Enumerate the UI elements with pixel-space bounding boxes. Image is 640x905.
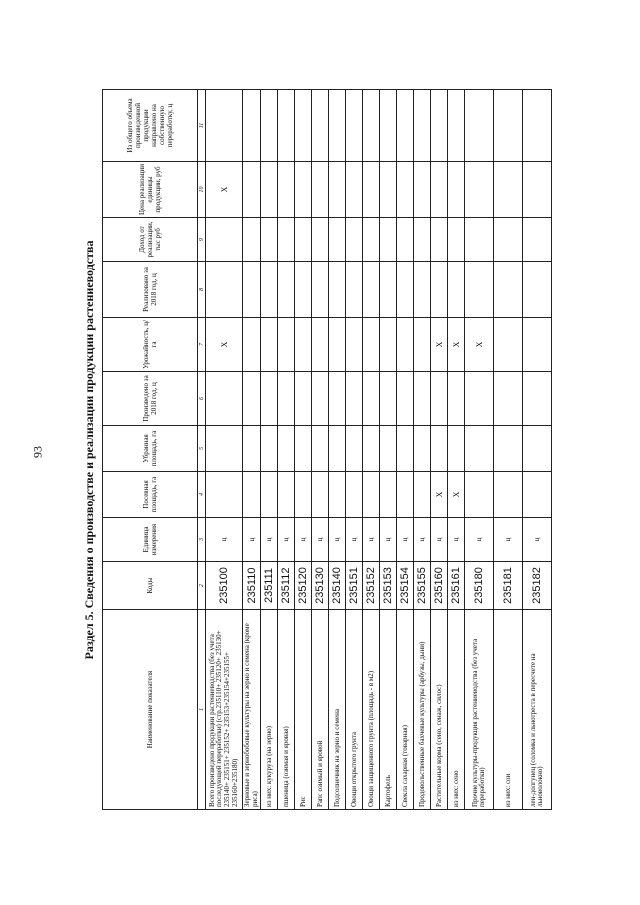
- data-cell[interactable]: [380, 90, 397, 162]
- table-row: [363, 90, 380, 810]
- data-cell[interactable]: [346, 318, 363, 372]
- data-cell[interactable]: [494, 318, 523, 372]
- table-row: [295, 90, 312, 810]
- data-cell[interactable]: [414, 372, 431, 426]
- data-cell[interactable]: [346, 90, 363, 162]
- column-header: Реализовано за 2018 год, ц: [103, 262, 198, 318]
- data-cell[interactable]: [243, 90, 261, 162]
- data-cell[interactable]: [448, 262, 465, 318]
- data-cell[interactable]: [278, 372, 295, 426]
- data-cell[interactable]: [295, 472, 312, 518]
- data-cell[interactable]: [363, 472, 380, 518]
- row-name: Овощи защищенного грунта (площадь - в м2): [363, 610, 380, 810]
- table-row: [523, 90, 552, 810]
- row-code: 235160: [431, 562, 448, 610]
- data-cell[interactable]: [465, 426, 494, 472]
- row-name: Рис: [295, 610, 312, 810]
- table-row: [346, 90, 363, 810]
- data-cell[interactable]: [312, 90, 329, 162]
- data-cell[interactable]: [414, 218, 431, 262]
- row-unit: ц: [414, 518, 431, 562]
- column-number: 3: [198, 518, 206, 562]
- data-cell[interactable]: [494, 262, 523, 318]
- row-unit: ц: [295, 518, 312, 562]
- data-cell[interactable]: [295, 218, 312, 262]
- data-cell[interactable]: [206, 426, 243, 472]
- row-name: пшеница (озимая и яровая): [278, 610, 295, 810]
- table-row: [261, 90, 278, 810]
- data-cell[interactable]: [397, 472, 414, 518]
- row-name: из них: сои: [494, 610, 523, 810]
- table-row: [380, 90, 397, 810]
- data-cell[interactable]: [431, 218, 448, 262]
- data-cell[interactable]: [363, 90, 380, 162]
- data-cell[interactable]: [380, 472, 397, 518]
- table-row: [206, 90, 243, 810]
- column-number: 2: [198, 562, 206, 610]
- data-cell[interactable]: [494, 218, 523, 262]
- data-cell[interactable]: [206, 218, 243, 262]
- data-cell[interactable]: [397, 426, 414, 472]
- data-cell[interactable]: [523, 472, 552, 518]
- row-unit: ц: [431, 518, 448, 562]
- table-row: [431, 90, 448, 810]
- row-name: Зерновые и зернобобовые культуры на зерно и семена (кроме риса): [243, 610, 261, 810]
- row-name: Картофель: [380, 610, 397, 810]
- column-number: 6: [198, 372, 206, 426]
- column-number: 1: [198, 610, 206, 810]
- column-header: Убранная площадь, га: [103, 426, 198, 472]
- table-row: [448, 90, 465, 810]
- data-cell[interactable]: [206, 372, 243, 426]
- data-cell[interactable]: [414, 90, 431, 162]
- row-code: 235181: [494, 562, 523, 610]
- data-cell[interactable]: [295, 262, 312, 318]
- data-cell[interactable]: [243, 472, 261, 518]
- column-number: 4: [198, 472, 206, 518]
- row-code: 235112: [278, 562, 295, 610]
- data-cell[interactable]: [312, 472, 329, 518]
- data-cell[interactable]: [243, 426, 261, 472]
- data-cell[interactable]: [465, 90, 494, 162]
- data-cell[interactable]: [312, 318, 329, 372]
- column-number: 7: [198, 318, 206, 372]
- data-cell[interactable]: [523, 372, 552, 426]
- data-cell[interactable]: [278, 162, 295, 218]
- data-cell[interactable]: [523, 162, 552, 218]
- data-cell[interactable]: [312, 426, 329, 472]
- data-cell[interactable]: [261, 318, 278, 372]
- row-unit: ц: [278, 518, 295, 562]
- table-row: [494, 90, 523, 810]
- row-unit: ц: [206, 518, 243, 562]
- row-name: Рапс озимый и яровой: [312, 610, 329, 810]
- data-cell[interactable]: [346, 262, 363, 318]
- data-cell[interactable]: [414, 262, 431, 318]
- data-cell[interactable]: [346, 218, 363, 262]
- data-cell[interactable]: [278, 318, 295, 372]
- rotated-sheet: [60, 90, 600, 810]
- data-cell[interactable]: X: [206, 162, 243, 218]
- data-cell[interactable]: [278, 218, 295, 262]
- data-cell[interactable]: X: [431, 318, 448, 372]
- data-cell[interactable]: [261, 218, 278, 262]
- data-cell[interactable]: [431, 90, 448, 162]
- data-cell[interactable]: [295, 162, 312, 218]
- data-cell[interactable]: [329, 318, 346, 372]
- data-cell[interactable]: [329, 472, 346, 518]
- data-cell[interactable]: [346, 372, 363, 426]
- data-cell[interactable]: [243, 262, 261, 318]
- column-number: 9: [198, 218, 206, 262]
- column-number-row: [198, 90, 206, 810]
- data-cell[interactable]: [465, 162, 494, 218]
- data-cell[interactable]: [397, 262, 414, 318]
- row-name: Продовольственные бахчевые культуры (арбузы, дыни): [414, 610, 431, 810]
- data-cell[interactable]: [397, 90, 414, 162]
- data-cell[interactable]: X: [206, 318, 243, 372]
- data-cell[interactable]: [206, 262, 243, 318]
- row-unit: ц: [397, 518, 414, 562]
- row-name: Свекла сахарная (товарная): [397, 610, 414, 810]
- data-cell[interactable]: [261, 262, 278, 318]
- data-cell[interactable]: [448, 90, 465, 162]
- data-cell[interactable]: [397, 318, 414, 372]
- data-cell[interactable]: [329, 372, 346, 426]
- row-name: из них: кукуруза (на зерно): [261, 610, 278, 810]
- column-number: 8: [198, 262, 206, 318]
- data-cell[interactable]: X: [465, 318, 494, 372]
- row-code: 235154: [397, 562, 414, 610]
- row-code: 235152: [363, 562, 380, 610]
- row-unit: ц: [380, 518, 397, 562]
- data-cell[interactable]: [346, 472, 363, 518]
- data-cell[interactable]: [261, 426, 278, 472]
- data-cell[interactable]: [397, 372, 414, 426]
- data-cell[interactable]: [431, 426, 448, 472]
- table-row: [312, 90, 329, 810]
- data-cell[interactable]: [346, 162, 363, 218]
- column-number: 11: [198, 90, 206, 162]
- row-name: из них: сено: [448, 610, 465, 810]
- row-unit: ц: [329, 518, 346, 562]
- column-header: Посевная площадь, га: [103, 472, 198, 518]
- data-cell[interactable]: [494, 90, 523, 162]
- row-code: 235161: [448, 562, 465, 610]
- row-code: 235100: [206, 562, 243, 610]
- data-cell[interactable]: [523, 90, 552, 162]
- data-cell[interactable]: [380, 426, 397, 472]
- data-cell[interactable]: [397, 218, 414, 262]
- column-header: Из общего объема произведенной продукции направлено на собственную переработку, ц: [103, 90, 198, 162]
- row-code: 235130: [312, 562, 329, 610]
- data-cell[interactable]: [363, 262, 380, 318]
- data-cell[interactable]: [494, 426, 523, 472]
- data-cell[interactable]: [363, 372, 380, 426]
- data-cell[interactable]: [243, 218, 261, 262]
- data-cell[interactable]: [329, 218, 346, 262]
- row-unit: ц: [448, 518, 465, 562]
- data-cell[interactable]: [414, 318, 431, 372]
- header-row: [103, 90, 198, 810]
- data-cell[interactable]: [380, 262, 397, 318]
- data-cell[interactable]: [414, 472, 431, 518]
- data-cell[interactable]: [243, 372, 261, 426]
- row-name: Всего произведено продукции растениеводства (без учета последующей переработки) (стр.235110+ 235120+ 235130+ 235140+ 235151+ 235152+ 235153+235154+235155+ 235160+235180): [206, 610, 243, 810]
- data-cell[interactable]: [261, 472, 278, 518]
- data-cell[interactable]: [431, 262, 448, 318]
- data-cell[interactable]: [397, 162, 414, 218]
- data-cell[interactable]: [278, 472, 295, 518]
- data-cell[interactable]: [243, 162, 261, 218]
- data-cell[interactable]: [380, 372, 397, 426]
- table-body: [206, 90, 552, 810]
- data-cell[interactable]: [295, 318, 312, 372]
- table-row: [243, 90, 261, 810]
- data-cell[interactable]: [278, 262, 295, 318]
- column-header: Цена реализации единицы продукции, руб: [103, 162, 198, 218]
- data-cell[interactable]: [363, 162, 380, 218]
- data-cell[interactable]: [448, 426, 465, 472]
- production-table: [102, 89, 552, 810]
- row-code: 235140: [329, 562, 346, 610]
- row-name: лен-долгунец (соломка и льнотреста в пересчете на льноволокно): [523, 610, 552, 810]
- row-unit: ц: [312, 518, 329, 562]
- column-header: Наименование показателя: [103, 610, 198, 810]
- data-cell[interactable]: [523, 218, 552, 262]
- data-cell[interactable]: [380, 218, 397, 262]
- data-cell[interactable]: [312, 218, 329, 262]
- data-cell[interactable]: [494, 472, 523, 518]
- data-cell[interactable]: [380, 162, 397, 218]
- column-header: Доход от реализации, тыс руб: [103, 218, 198, 262]
- table-row: [329, 90, 346, 810]
- data-cell[interactable]: [494, 372, 523, 426]
- data-cell[interactable]: [278, 90, 295, 162]
- data-cell[interactable]: [431, 162, 448, 218]
- data-cell[interactable]: [414, 426, 431, 472]
- data-cell[interactable]: [523, 318, 552, 372]
- table-row: [465, 90, 494, 810]
- row-name: Растительные корма (сено, сенаж, силос): [431, 610, 448, 810]
- column-header: Урожайность, ц/га: [103, 318, 198, 372]
- table-row: [414, 90, 431, 810]
- data-cell[interactable]: [206, 90, 243, 162]
- data-cell[interactable]: [346, 426, 363, 472]
- row-code: 235120: [295, 562, 312, 610]
- data-cell[interactable]: [312, 162, 329, 218]
- data-cell[interactable]: [312, 372, 329, 426]
- column-header: Единица измерения: [103, 518, 198, 562]
- data-cell[interactable]: [261, 372, 278, 426]
- row-unit: ц: [465, 518, 494, 562]
- data-cell[interactable]: [448, 372, 465, 426]
- column-number: 10: [198, 162, 206, 218]
- data-cell[interactable]: [261, 162, 278, 218]
- data-cell[interactable]: [363, 218, 380, 262]
- data-cell[interactable]: [431, 372, 448, 426]
- table-row: [397, 90, 414, 810]
- data-cell[interactable]: [329, 162, 346, 218]
- data-cell[interactable]: [494, 162, 523, 218]
- row-unit: ц: [523, 518, 552, 562]
- column-header: Произведено за 2018 год, ц: [103, 372, 198, 426]
- data-cell[interactable]: [523, 262, 552, 318]
- row-code: 235153: [380, 562, 397, 610]
- data-cell[interactable]: X: [448, 318, 465, 372]
- data-cell[interactable]: [278, 426, 295, 472]
- data-cell[interactable]: [261, 90, 278, 162]
- data-cell[interactable]: [312, 262, 329, 318]
- row-unit: ц: [363, 518, 380, 562]
- row-code: 235111: [261, 562, 278, 610]
- data-cell[interactable]: [380, 318, 397, 372]
- row-unit: ц: [261, 518, 278, 562]
- page-number: 93: [30, 446, 45, 458]
- data-cell[interactable]: [295, 426, 312, 472]
- data-cell[interactable]: [465, 218, 494, 262]
- data-cell[interactable]: [295, 372, 312, 426]
- data-cell[interactable]: [465, 472, 494, 518]
- column-header: Коды: [103, 562, 198, 610]
- data-cell[interactable]: [448, 162, 465, 218]
- row-name: Подсолнечник на зерно и семена: [329, 610, 346, 810]
- data-cell[interactable]: [465, 262, 494, 318]
- data-cell[interactable]: [414, 162, 431, 218]
- row-name: Прочие культуры-продукция растениеводства (без учета переработки): [465, 610, 494, 810]
- data-cell[interactable]: [363, 318, 380, 372]
- data-cell[interactable]: [448, 218, 465, 262]
- data-cell[interactable]: [243, 318, 261, 372]
- row-name: Овощи открытого грунта: [346, 610, 363, 810]
- data-cell[interactable]: [329, 426, 346, 472]
- data-cell[interactable]: [206, 472, 243, 518]
- column-number: 5: [198, 426, 206, 472]
- row-unit: ц: [346, 518, 363, 562]
- section-title: Раздел 5. Сведения о производстве и реализации продукции растениеводства: [82, 240, 96, 660]
- data-cell[interactable]: [295, 90, 312, 162]
- row-code: 235155: [414, 562, 431, 610]
- data-cell[interactable]: X: [431, 472, 448, 518]
- data-cell[interactable]: [363, 426, 380, 472]
- row-unit: ц: [494, 518, 523, 562]
- table-row: [278, 90, 295, 810]
- data-cell[interactable]: [329, 262, 346, 318]
- data-cell[interactable]: X: [448, 472, 465, 518]
- data-cell[interactable]: [329, 90, 346, 162]
- row-code: 235182: [523, 562, 552, 610]
- row-unit: ц: [243, 518, 261, 562]
- row-code: 235151: [346, 562, 363, 610]
- data-cell[interactable]: [523, 426, 552, 472]
- row-code: 235110: [243, 562, 261, 610]
- data-cell[interactable]: [465, 372, 494, 426]
- row-code: 235180: [465, 562, 494, 610]
